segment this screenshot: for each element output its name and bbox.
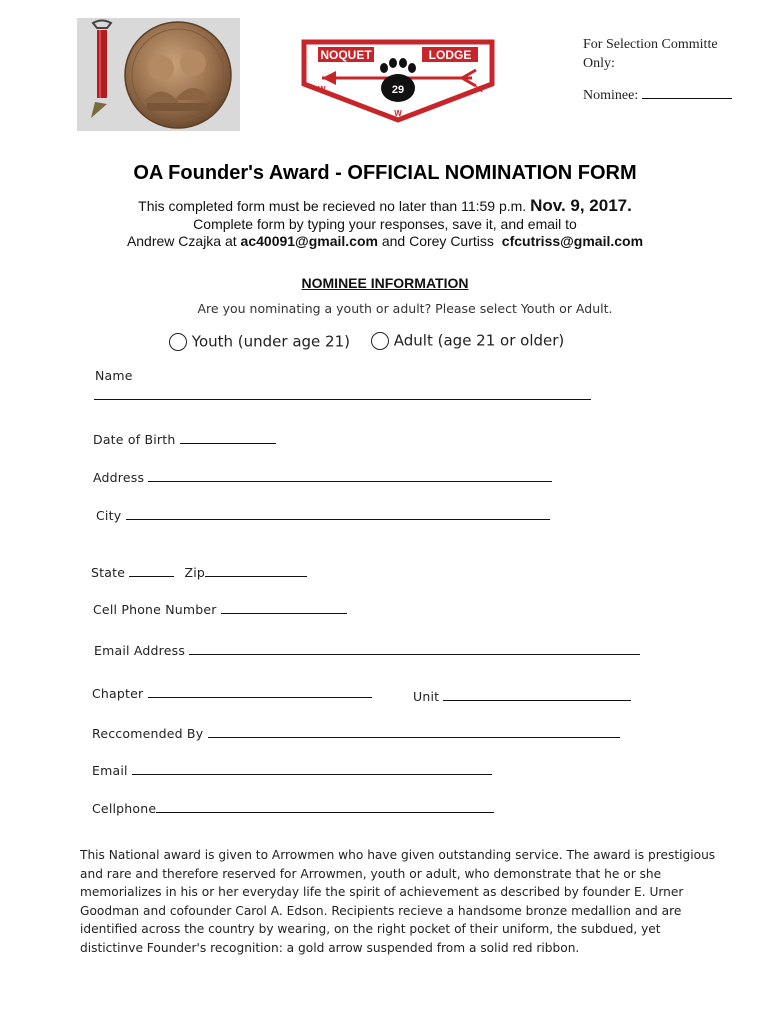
patch-left-word: NOQUET <box>320 48 372 62</box>
dob-label: Date of Birth <box>93 432 176 447</box>
instructions-line: Complete form by typing your responses, save it, and email to <box>193 216 577 232</box>
lodge-patch <box>300 38 496 124</box>
section-heading: NOMINEE INFORMATION <box>301 275 469 291</box>
name-field[interactable] <box>94 399 591 400</box>
youth-adult-question: Are you nominating a youth or adult? Please select Youth or Adult. <box>197 301 613 316</box>
selection-committee-box <box>583 35 732 105</box>
email-address-row <box>94 642 640 658</box>
deadline-date: Nov. 9, 2017. <box>530 196 632 215</box>
youth-radio[interactable] <box>169 333 187 351</box>
recommended-by-row <box>92 725 620 741</box>
recommended-by-field[interactable] <box>208 725 620 738</box>
state-field[interactable] <box>129 564 174 577</box>
zip-label: Zip <box>184 565 206 580</box>
email-address-field[interactable] <box>189 642 640 655</box>
cell-phone-row <box>93 601 347 617</box>
zip-field[interactable] <box>205 564 307 577</box>
patch-right-word: LODGE <box>428 48 472 62</box>
email-row <box>92 762 492 778</box>
patch-corner-right: W <box>476 85 484 94</box>
nominee-field[interactable] <box>642 86 732 99</box>
adult-label: Adult (age 21 or older) <box>393 331 565 350</box>
chapter-label: Chapter <box>92 686 144 701</box>
chapter-row <box>92 685 372 701</box>
state-zip-row <box>91 564 307 580</box>
award-description: This National award is given to Arrowmen who have given outstanding service. The award is prestigious and rare and therefore reserved for Arrowmen, youth or adult, who demonstrate that he or she memorializes in his or her everyday life the spirit of achievement as described by founder E. Urner Goodman and cofounder Carol A. Edson. Recipients recieve a handsome bronze medallion and are identified across the country by wearing, on the right pocket of their uniform, the subdued, yet distictinve Founder's recognition: a gold arrow suspended from a solid red ribbon. <box>80 848 716 955</box>
deadline-line <box>0 196 770 216</box>
unit-field[interactable] <box>443 688 631 701</box>
selection-line2: Only: <box>583 56 615 71</box>
name-label: Name <box>95 368 133 383</box>
address-label: Address <box>93 470 145 485</box>
cellphone-row <box>92 800 494 816</box>
dob-field[interactable] <box>180 431 276 444</box>
selection-line1: For Selection Committe <box>583 37 718 52</box>
address-row <box>93 469 552 485</box>
address-field[interactable] <box>148 469 552 482</box>
cell-phone-label: Cell Phone Number <box>93 602 217 617</box>
state-label: State <box>91 565 126 580</box>
deadline-text: This completed form must be recieved no later than 11:59 p.m. <box>138 198 527 214</box>
city-row <box>96 507 550 523</box>
cell-phone-field[interactable] <box>221 601 347 614</box>
city-label: City <box>96 508 122 523</box>
contact-mid: and Corey Curtiss <box>381 233 494 249</box>
contact-prefix: Andrew Czajka at <box>126 233 237 249</box>
city-field[interactable] <box>126 507 550 520</box>
option-youth[interactable] <box>169 332 350 351</box>
dob-row <box>93 431 276 447</box>
nominee-label: Nominee: <box>583 88 639 103</box>
contact-line <box>0 233 770 249</box>
page-title: OA Founder's Award - OFFICIAL NOMINATION FORM <box>133 162 637 184</box>
nominee-row <box>583 86 732 105</box>
recommended-by-label: Reccomended By <box>92 726 204 741</box>
patch-number: 29 <box>391 84 405 96</box>
email-field[interactable] <box>132 762 492 775</box>
email-label: Email <box>92 763 128 778</box>
medallion-image <box>77 18 240 131</box>
contact-email-1[interactable]: ac40091@gmail.com <box>240 233 378 249</box>
contact-email-2[interactable]: cfcutriss@gmail.com <box>501 233 644 249</box>
medallion-photo-graphic <box>77 18 240 131</box>
patch-corner-left: W <box>318 85 326 94</box>
lodge-patch-graphic <box>300 38 496 124</box>
email-address-label: Email Address <box>94 643 186 658</box>
youth-label: Youth (under age 21) <box>191 332 350 351</box>
cellphone-label: Cellphone <box>92 801 157 816</box>
chapter-field[interactable] <box>148 685 372 698</box>
patch-corner-bottom: W <box>394 109 402 118</box>
unit-label: Unit <box>413 689 440 704</box>
unit-row <box>413 688 631 704</box>
option-adult[interactable] <box>371 331 564 350</box>
adult-radio[interactable] <box>371 332 389 350</box>
cellphone-field[interactable] <box>156 800 494 813</box>
